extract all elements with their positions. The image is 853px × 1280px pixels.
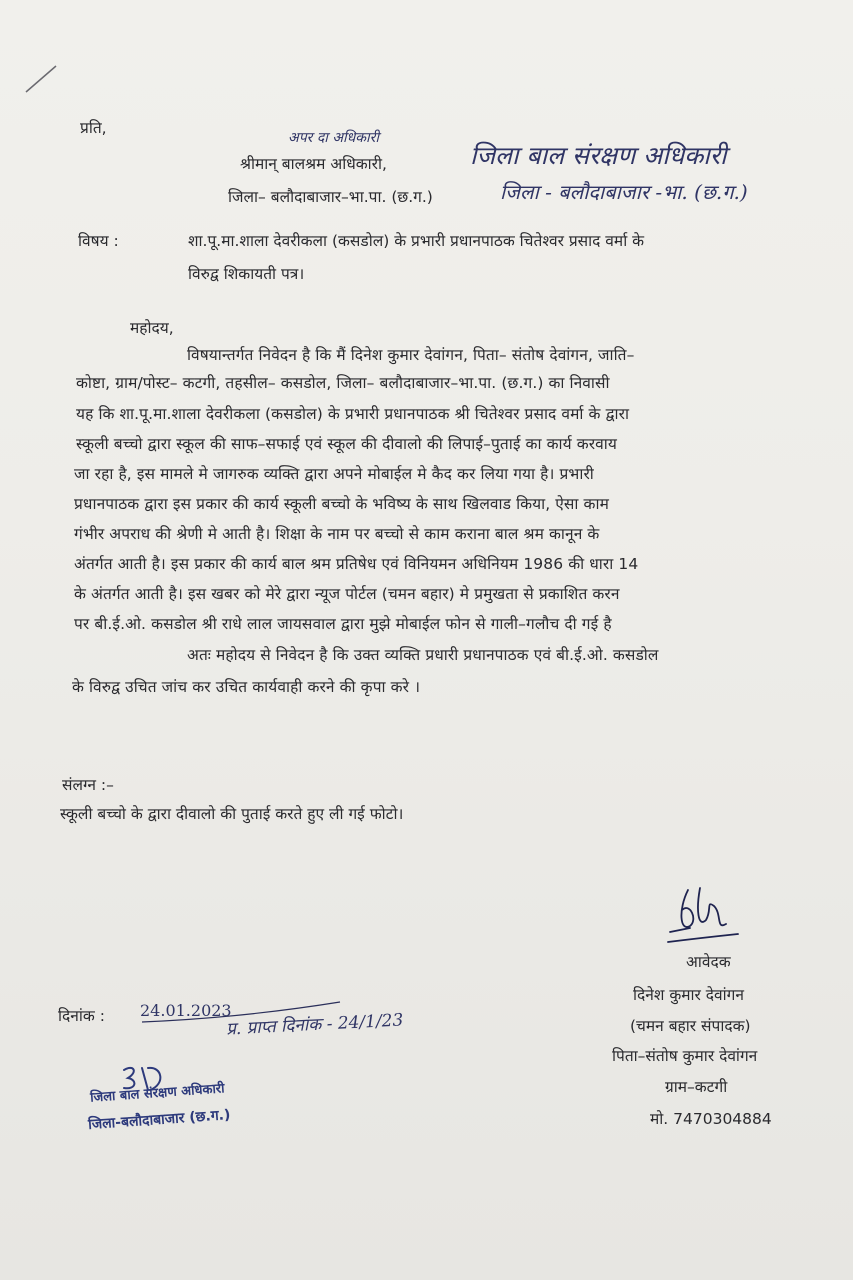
- enclosure-label: संलग्न :–: [62, 776, 114, 794]
- body-line: गंभीर अपराध की श्रेणी मे आती है। शिक्षा के नाम पर बच्चो से काम कराना बाल श्रम कानून के: [74, 525, 600, 543]
- prati-label: प्रति,: [80, 119, 107, 137]
- date-value: 24.01.2023: [140, 1001, 232, 1020]
- enclosure-text: स्कूली बच्चो के द्वारा दीवालो की पुताई करते हुए ली गई फोटो।: [60, 805, 404, 823]
- body-line: कोष्टा, ग्राम/पोस्ट– कटगी, तहसील– कसडोल, जिला– बलौदाबाजार–भा.पा. (छ.ग.) का निवासी: [76, 374, 610, 392]
- applicant-signature: [660, 880, 750, 950]
- applicant-role: (चमन बहार संपादक): [630, 1017, 751, 1035]
- pen-mark: [22, 60, 62, 100]
- applicant-name: दिनेश कुमार देवांगन: [633, 986, 744, 1004]
- applicant-father: पिता–संतोष कुमार देवांगन: [612, 1047, 758, 1065]
- applicant-village: ग्राम–कटगी: [665, 1078, 728, 1096]
- subject-line-1: शा.पू.मा.शाला देवरीकला (कसडोल) के प्रभारी प्रधानपाठक चितेश्वर प्रसाद वर्मा के: [188, 232, 645, 250]
- body-line: प्रधानपाठक द्वारा इस प्रकार की कार्य स्कूली बच्चो के भविष्य के साथ खिलवाड किया, ऐसा काम: [74, 495, 609, 513]
- body-line: पर बी.ई.ओ. कसडोल श्री राधे लाल जायसवाल द्वारा मुझे मोबाईल फोन से गाली–गलौच दी गई है: [74, 615, 612, 633]
- subject-label: विषय :: [78, 232, 119, 250]
- recipient-handwritten-above: अपर दा अधिकारी: [288, 130, 379, 146]
- body-line: अंतर्गत आती है। इस प्रकार की कार्य बाल श्रम प्रतिषेध एवं विनियमन अधिनियम 1986 की धारा 14: [74, 555, 639, 573]
- subject-line-2: विरुद्व शिकायती पत्र।: [188, 265, 305, 283]
- body-line: के अंतर्गत आती है। इस खबर को मेरे द्वारा न्यूज पोर्टल (चमन बहार) मे प्रमुखता से प्रकाशित करन: [74, 585, 620, 603]
- body-line: विषयान्तर्गत निवेदन है कि मैं दिनेश कुमार देवांगन, पिता– संतोष देवांगन, जाति–: [187, 346, 635, 364]
- stamp-line-1: जिला बाल संरक्षण अधिकारी: [89, 1081, 225, 1106]
- salutation: महोदय,: [130, 319, 174, 337]
- body-line: के विरुद्व उचित जांच कर उचित कार्यवाही करने की कृपा करे ।: [72, 678, 421, 696]
- stamp-line-2: जिला-बलौदाबाजार (छ.ग.): [87, 1107, 231, 1133]
- applicant-title: आवेदक: [686, 953, 731, 971]
- recipient-handwritten-right: जिला बाल संरक्षण अधिकारी: [470, 141, 727, 170]
- district-handwritten: जिला - बलौदाबाजार -भा. (छ.ग.): [500, 180, 748, 204]
- received-note: प्र. प्राप्त दिनांक - 24/1/23: [225, 1010, 404, 1040]
- date-label: दिनांक :: [58, 1007, 105, 1025]
- district-line: जिला– बलौदाबाजार–भा.पा. (छ.ग.): [228, 188, 433, 206]
- body-line: यह कि शा.पू.मा.शाला देवरीकला (कसडोल) के प्रभारी प्रधानपाठक श्री चितेश्वर प्रसाद वर्मा के द्वारा: [76, 405, 630, 423]
- body-line: अतः महोदय से निवेदन है कि उक्त व्यक्ति प्रधारी प्रधानपाठक एवं बी.ई.ओ. कसडोल: [187, 646, 659, 664]
- body-line: जा रहा है, इस मामले मे जागरुक व्यक्ति द्वारा अपने मोबाईल मे कैद कर लिया गया है। प्रभारी: [74, 465, 594, 483]
- recipient-line: श्रीमान् बालश्रम अधिकारी,: [240, 155, 387, 173]
- body-line: स्कूली बच्चो द्वारा स्कूल की साफ–सफाई एवं स्कूल की दीवालो की लिपाई–पुताई का कार्य करवाय: [76, 435, 618, 453]
- applicant-mobile: मो. 7470304884: [650, 1110, 772, 1128]
